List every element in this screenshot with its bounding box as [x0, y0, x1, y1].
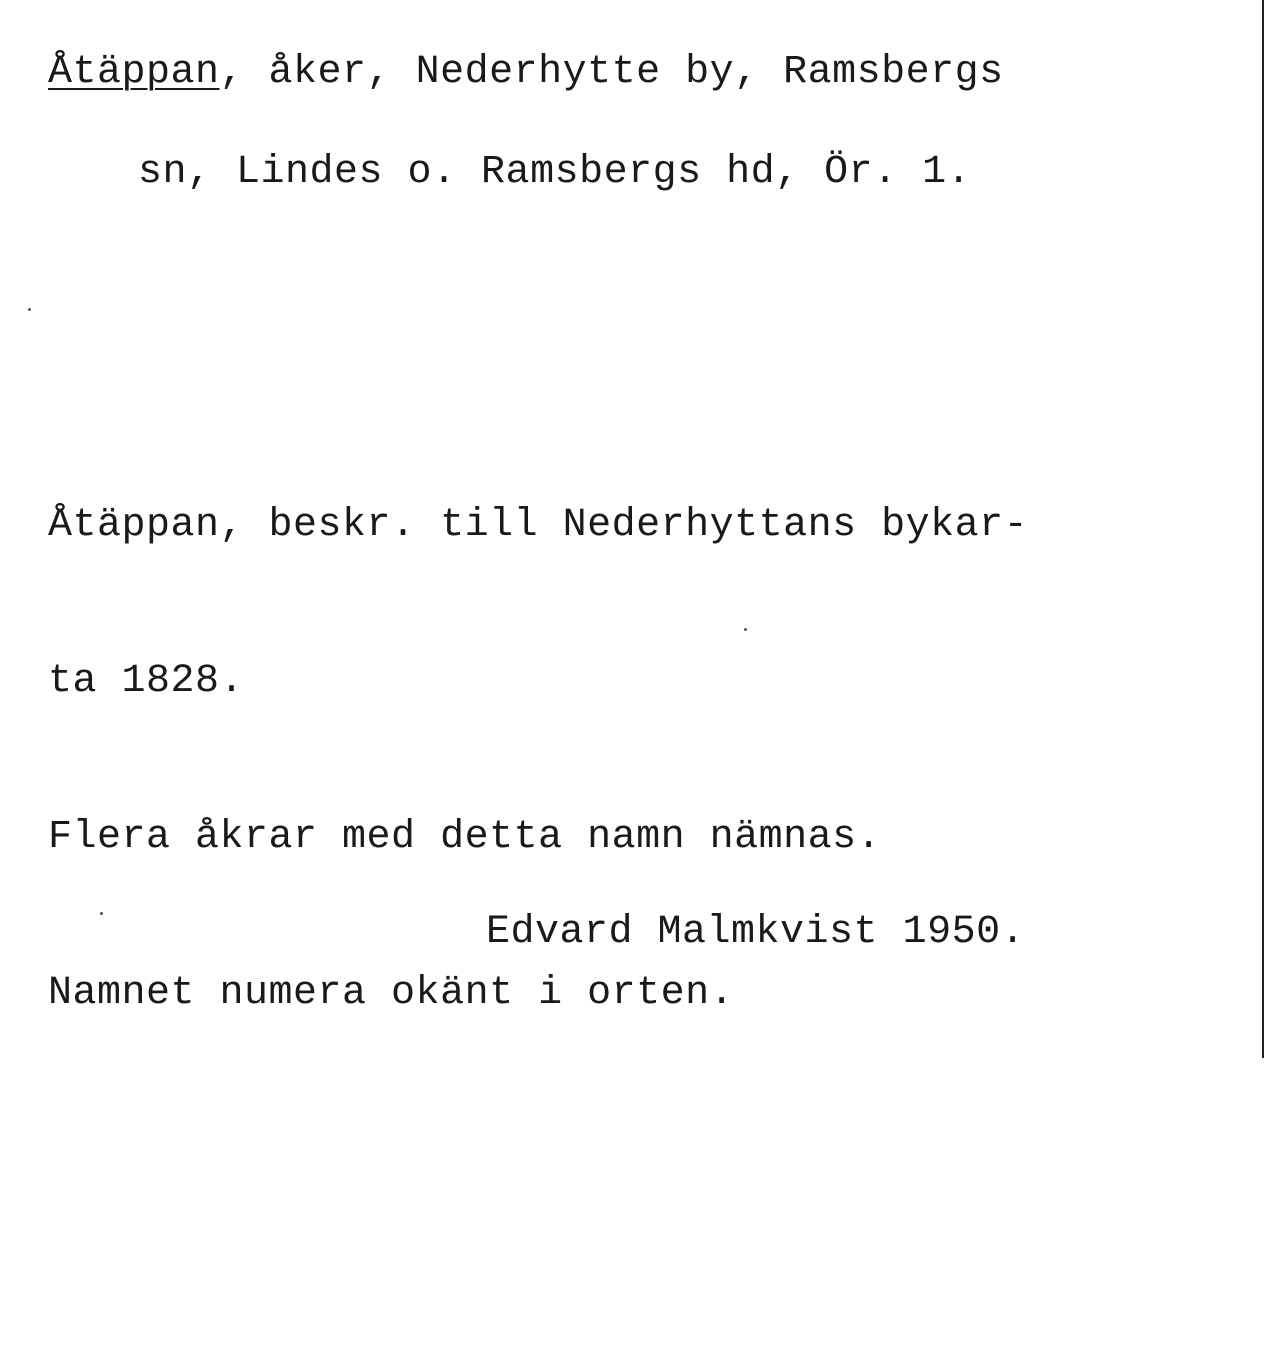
headword: Åtäppan — [48, 50, 220, 95]
signature: Edvard Malmkvist 1950. — [486, 910, 1026, 955]
heading-line-1-rest: , åker, Nederhytte by, Ramsbergs — [219, 50, 1004, 95]
heading-line-2: sn, Lindes o. Ramsbergs hd, Ör. 1. — [138, 150, 972, 195]
body-line: Åtäppan, beskr. till Nederhyttans bykar- — [48, 503, 1029, 548]
body-line: Flera åkrar med detta namn nämnas. — [48, 815, 882, 860]
card-edge-line — [1262, 0, 1264, 1058]
body-line: Namnet numera okänt i orten. — [48, 971, 735, 1016]
scan-speck — [28, 308, 31, 311]
scan-speck — [744, 628, 747, 631]
body-line: ta 1828. — [48, 659, 245, 704]
heading-line-1 — [48, 48, 1004, 98]
scan-speck — [100, 912, 103, 915]
body-text — [48, 396, 1028, 1124]
